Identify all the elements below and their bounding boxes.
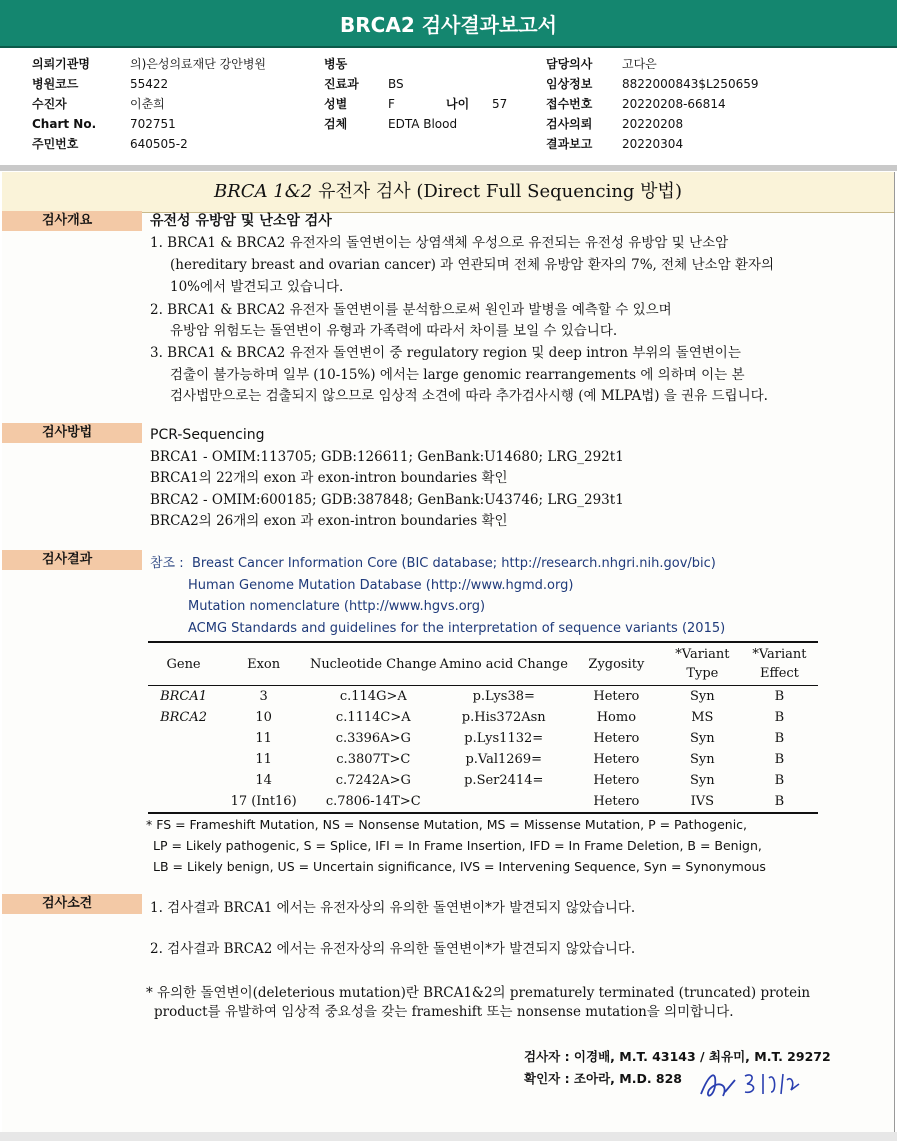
- method-line: BRCA1 - OMIM:113705; GDB:126611; GenBank:U14680; LRG_292t1: [150, 449, 624, 465]
- variant-table: [148, 641, 818, 814]
- table-row: [148, 770, 818, 791]
- cell: c.3396A>G: [335, 731, 411, 746]
- cell: Hetero: [593, 773, 640, 788]
- overview-line: 유방암 위험도는 돌연변이 유형과 가족력에 따라서 차이를 보일 수 있습니다.: [170, 323, 618, 339]
- cell: [148, 749, 219, 770]
- legend-line: LP = Likely pathogenic, S = Splice, IFI = In Frame Insertion, IFD = In Frame Deletion, B = Benign,: [153, 838, 762, 853]
- cell: Hetero: [593, 752, 640, 767]
- info-label: Chart No.: [32, 117, 97, 131]
- cell: 10: [255, 710, 272, 725]
- overview-line: 1. BRCA1 & BRCA2 유전자의 돌연변이는 상염색체 우성으로 유전되는 유전성 유방암 및 난소암: [150, 235, 729, 251]
- th-exon: Exon: [219, 642, 308, 686]
- info-label: 병원코드: [32, 77, 79, 91]
- footnote-line: * 유의한 돌연변이(deleterious mutation)란 BRCA1&2의 prematurely terminated (truncated) protein: [146, 985, 811, 1001]
- reference-item: Mutation nomenclature (http://www.hgvs.org): [188, 599, 486, 614]
- report-title-gene: BRCA 1&2: [214, 181, 313, 202]
- cell: MS: [691, 710, 714, 725]
- method-line: BRCA2 - OMIM:600185; GDB:387848; GenBank:U43746; LRG_293t1: [150, 492, 624, 508]
- info-value: 20220304: [622, 137, 684, 151]
- info-label: 병동: [324, 57, 348, 71]
- cell: 14: [255, 773, 272, 788]
- age-value: 57: [492, 97, 508, 111]
- cell: [148, 791, 219, 813]
- cell: p.Ser2414=: [464, 773, 544, 788]
- info-label: 성별: [324, 97, 348, 111]
- cell: BRCA2: [160, 710, 208, 725]
- cell: Hetero: [593, 731, 640, 746]
- method-line: PCR-Sequencing: [150, 427, 265, 443]
- cell: Homo: [596, 710, 637, 725]
- cell: c.114G>A: [339, 689, 407, 704]
- cell: [148, 770, 219, 791]
- info-value: 이춘희: [130, 97, 165, 111]
- info-label: 수진자: [32, 97, 67, 111]
- section-separator: [0, 165, 897, 171]
- cell: Hetero: [569, 791, 664, 813]
- cell: B: [774, 752, 785, 767]
- cell: B: [741, 791, 818, 813]
- cell: B: [774, 689, 785, 704]
- method-line: BRCA2의 26개의 exon 과 exon-intron boundaries 확인: [150, 513, 508, 529]
- cell: 11: [255, 752, 272, 767]
- info-label: 결과보고: [546, 137, 593, 151]
- info-value: 고다은: [622, 57, 657, 71]
- info-value: EDTA Blood: [388, 117, 458, 131]
- overview-line: 검출이 불가능하며 일부 (10-15%) 에서는 large genomic rearrangements 에 의하며 이는 본: [170, 367, 745, 383]
- table-row: [148, 791, 818, 813]
- cell: B: [774, 773, 785, 788]
- info-label: 접수번호: [546, 97, 593, 111]
- info-label: 검체: [324, 117, 348, 131]
- reference-item: ACMG Standards and guidelines for the interpretation of sequence variants (2015): [188, 621, 726, 636]
- cell: c.7242A>G: [335, 773, 411, 788]
- info-column-2: [324, 56, 507, 136]
- info-value: 의)은성의료재단 강안병원: [130, 57, 267, 71]
- info-value: 20220208: [622, 117, 684, 131]
- cell: p.His372Asn: [461, 710, 546, 725]
- info-value: 640505-2: [130, 137, 188, 151]
- info-column-1: [32, 56, 266, 156]
- overview-line: 2. BRCA1 & BRCA2 유전자 돌연변이를 분석함으로써 원인과 발병을 예측할 수 있으며: [150, 302, 672, 318]
- cell: c.1114C>A: [335, 710, 411, 725]
- footnote-line: product를 유발하여 임상적 중요성을 갖는 frameshift 또는 nonsense mutation을 의미합니다.: [154, 1004, 734, 1020]
- section-tag-finding: 검사소견: [2, 894, 142, 914]
- cell: 3: [259, 689, 268, 704]
- cell: p.Val1269=: [465, 752, 542, 767]
- info-label: 주민번호: [32, 137, 79, 151]
- info-value: 55422: [130, 77, 169, 91]
- info-value: 20220208-66814: [622, 97, 726, 111]
- cell: [439, 791, 569, 813]
- info-column-3: [546, 56, 758, 156]
- cell: Syn: [690, 689, 715, 704]
- legend-line: LB = Likely benign, US = Uncertain significance, IVS = Intervening Sequence, Syn = Synonymous: [153, 859, 766, 874]
- table-row: [148, 749, 818, 770]
- cell: p.Lys38=: [472, 689, 535, 704]
- report-header: [0, 0, 897, 46]
- table-row: [148, 728, 818, 749]
- reference-item: Breast Cancer Information Core (BIC database; http://research.nhgri.nih.gov/bic): [192, 556, 716, 571]
- report-title: [2, 172, 894, 212]
- cell: 17 (Int16): [219, 791, 308, 813]
- info-value: BS: [388, 77, 404, 91]
- th-gene: Gene: [148, 642, 219, 686]
- info-label: 담당의사: [546, 57, 593, 71]
- finding-line: 2. 검사결과 BRCA2 에서는 유전자상의 유의한 돌연변이*가 발견되지 않았습니다.: [150, 941, 636, 957]
- cell: c.7806-14T>C: [308, 791, 438, 813]
- method-line: BRCA1의 22개의 exon 과 exon-intron boundaries 확인: [150, 470, 508, 486]
- cell: Syn: [690, 773, 715, 788]
- overview-line: (hereditary breast and ovarian cancer) 과 연관되며 전체 유방암 환자의 7%, 전체 난소암 환자의: [170, 257, 775, 273]
- cell: p.Lys1132=: [464, 731, 544, 746]
- overview-line: 검사법만으로는 검출되지 않으므로 임상적 소견에 따라 추가검사시행 (예 MLPA법) 을 권유 드립니다.: [170, 388, 768, 404]
- info-label: 진료과: [324, 77, 359, 91]
- report-title-text: 유전자 검사 (Direct Full Sequencing 방법): [312, 181, 682, 202]
- header-divider: [0, 46, 897, 48]
- legend-line: * FS = Frameshift Mutation, NS = Nonsense Mutation, MS = Missense Mutation, P = Pathogenic,: [146, 817, 748, 832]
- cell: Hetero: [593, 689, 640, 704]
- section-tag-overview: 검사개요: [2, 211, 142, 231]
- info-value: 702751: [130, 117, 176, 131]
- cell: [148, 728, 219, 749]
- examiner: 검사자 : 이경배, M.T. 43143 / 최유미, M.T. 29272: [524, 1049, 831, 1064]
- cell: c.3807T>C: [336, 752, 411, 767]
- references-label: 참조 :: [150, 556, 184, 571]
- th-amino: Amino acid Change: [439, 642, 569, 686]
- finding-line: 1. 검사결과 BRCA1 에서는 유전자상의 유의한 돌연변이*가 발견되지 않았습니다.: [150, 900, 636, 916]
- section-tag-method: 검사방법: [2, 423, 142, 443]
- cell: 11: [255, 731, 272, 746]
- info-label: 임상정보: [546, 77, 593, 91]
- report-right-border: [894, 172, 895, 1132]
- confirmer: 확인자 : 조아라, M.D. 828: [524, 1071, 683, 1086]
- info-label: 검사의뢰: [546, 117, 593, 131]
- cell: B: [774, 731, 785, 746]
- overview-heading: 유전성 유방암 및 난소암 검사: [150, 213, 332, 229]
- cell: Syn: [690, 731, 715, 746]
- cell: IVS: [664, 791, 741, 813]
- signature-image: [695, 1062, 815, 1104]
- report-header-title: BRCA2 검사결과보고서: [340, 12, 557, 37]
- cell: BRCA1: [160, 689, 208, 704]
- age-label: 나이: [446, 97, 470, 111]
- overview-line: 10%에서 발견되고 있습니다.: [170, 279, 344, 295]
- reference-item: Human Genome Mutation Database (http://www.hgmd.org): [188, 578, 574, 593]
- footer-bar: [0, 1132, 897, 1141]
- th-nucleotide: Nucleotide Change: [308, 642, 438, 686]
- overview-line: 3. BRCA1 & BRCA2 유전자 돌연변이 중 regulatory region 및 deep intron 부위의 돌연변이는: [150, 345, 741, 361]
- cell: Syn: [690, 752, 715, 767]
- info-value: 8822000843$L250659: [622, 77, 759, 91]
- info-value: F: [388, 97, 395, 111]
- table-row: [148, 686, 818, 708]
- info-label: 의뢰기관명: [32, 57, 90, 71]
- cell: B: [774, 710, 785, 725]
- table-row: [148, 707, 818, 728]
- th-zygosity: Zygosity: [569, 642, 664, 686]
- table-header-row: [148, 642, 818, 686]
- section-tag-result: 검사결과: [2, 550, 142, 570]
- th-variant-type: *Variant Type: [664, 642, 741, 686]
- th-variant-effect: *Variant Effect: [741, 642, 818, 686]
